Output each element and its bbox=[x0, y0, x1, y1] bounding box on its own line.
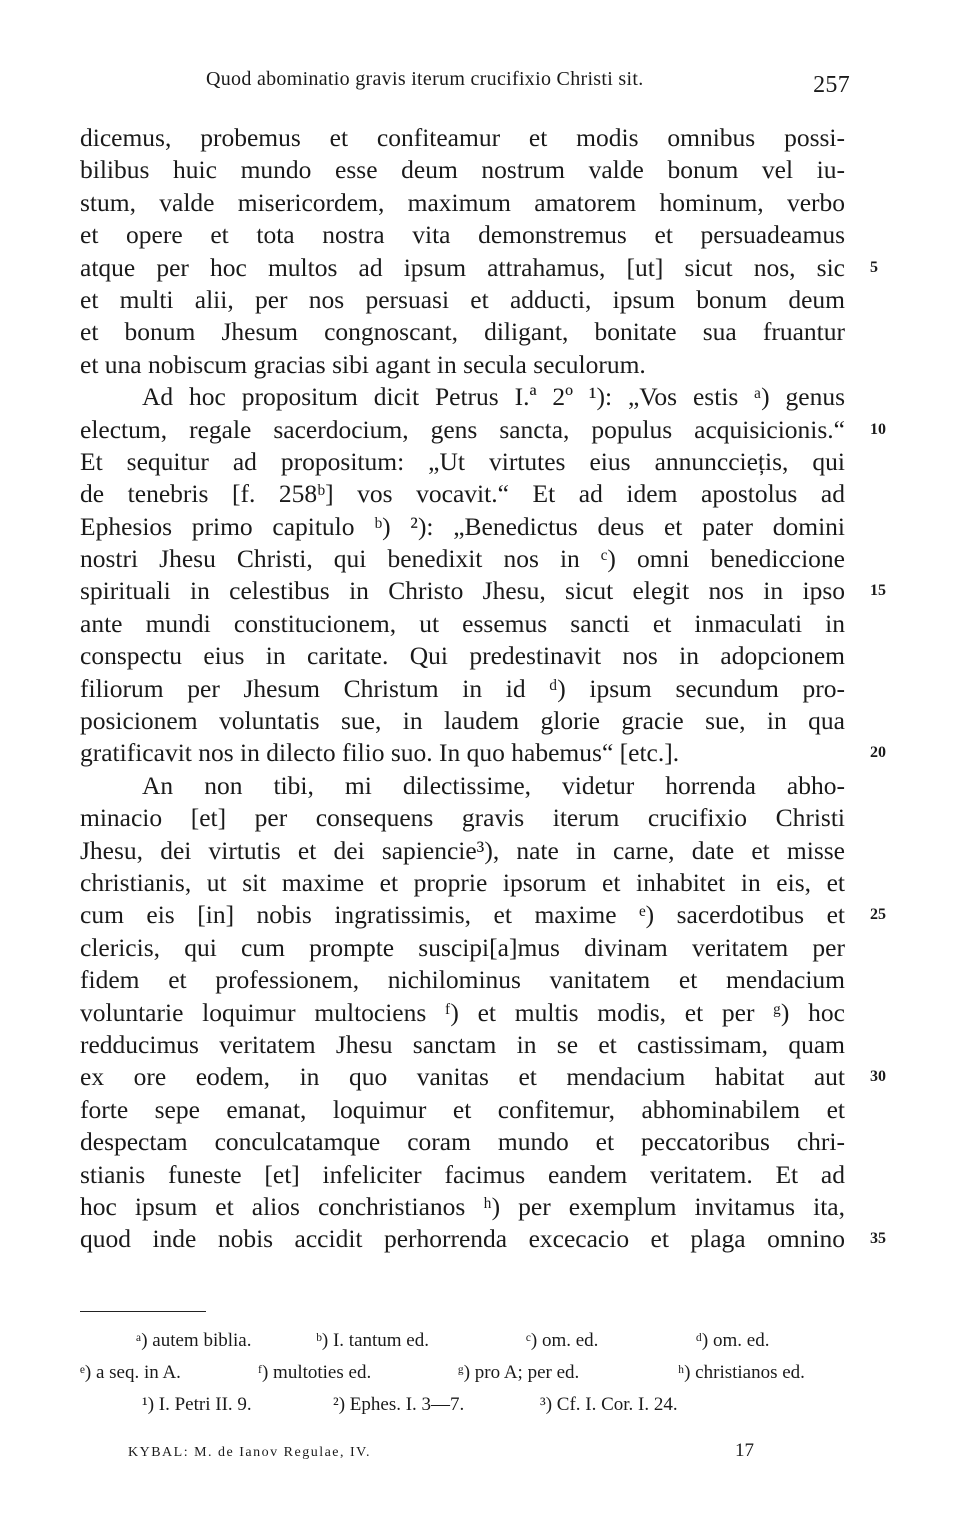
line-text: Ad hoc propositum dicit Petrus I.ª 2º ¹): „Vos estis ᵃ) genus bbox=[142, 382, 845, 412]
signature-number: 17 bbox=[735, 1440, 754, 1461]
footnote: ᶠ) multoties ed. bbox=[258, 1362, 372, 1383]
line-number: 25 bbox=[870, 906, 886, 924]
text-line bbox=[80, 1029, 845, 1061]
line-text: quod inde nobis accidit perhorrenda excecacio et plaga omnino bbox=[80, 1224, 845, 1254]
line-text: bilibus huic mundo esse deum nostrum valde bonum vel iu- bbox=[80, 155, 845, 185]
line-text: hoc ipsum et alios conchristianos ʰ) per exemplum invitamus ita, bbox=[80, 1191, 845, 1221]
footnote: ᵍ) pro A; per ed. bbox=[458, 1362, 580, 1383]
line-text: forte sepe emanat, loquimur et confitemur, abhominabilem et bbox=[80, 1094, 845, 1124]
text-line bbox=[80, 414, 886, 446]
line-text: redducimus veritatem Jhesu sanctam in se et castissimam, quam bbox=[80, 1029, 845, 1059]
line-number: 15 bbox=[870, 582, 886, 600]
text-line bbox=[80, 1159, 845, 1191]
line-text: et una nobiscum gracias sibi agant in secula seculorum. bbox=[80, 349, 646, 379]
text-line bbox=[80, 1061, 886, 1093]
text-line bbox=[80, 770, 845, 802]
line-text: gratificavit nos in dilecto filio suo. In quo habemus“ [etc.]. bbox=[80, 738, 680, 768]
line-number: 10 bbox=[870, 420, 886, 438]
body-text bbox=[80, 122, 886, 1256]
text-line bbox=[80, 575, 886, 607]
line-text: filiorum per Jhesum Christum in id ᵈ) ipsum secundum pro- bbox=[80, 673, 845, 703]
line-text: Ephesios primo capitulo ᵇ) ²): „Benedictus deus et pater domini bbox=[80, 511, 845, 541]
line-text: An non tibi, mi dilectissime, videtur horrenda abho- bbox=[142, 770, 845, 800]
line-text: et multi alii, per nos persuasi et adducti, ipsum bonum deum bbox=[80, 284, 845, 314]
line-text: minacio [et] per consequens gravis iterum crucifixio Christi bbox=[80, 803, 845, 833]
text-line bbox=[80, 1223, 886, 1255]
line-number: 35 bbox=[870, 1230, 886, 1248]
text-line bbox=[80, 1126, 845, 1158]
text-line bbox=[80, 122, 845, 154]
text-line bbox=[80, 608, 845, 640]
text-line bbox=[80, 478, 845, 510]
text-line bbox=[80, 964, 845, 996]
text-line bbox=[80, 1094, 845, 1126]
line-number: 20 bbox=[870, 744, 886, 762]
text-line bbox=[80, 835, 845, 867]
footnote: ʰ) christianos ed. bbox=[678, 1362, 805, 1383]
line-text: conspectu eius in caritate. Qui predestinavit nos in adopcionem bbox=[80, 641, 845, 671]
text-line bbox=[80, 252, 878, 284]
line-text: spirituali in celestibus in Christo Jhesu, sicut elegit nos in ipso bbox=[80, 576, 845, 606]
line-text: voluntarie loquimur multociens ᶠ) et multis modis, et per ᵍ) hoc bbox=[80, 997, 845, 1027]
running-title: Quod abominatio gravis iterum crucifixio Christi sit. bbox=[206, 68, 644, 90]
text-line bbox=[80, 737, 886, 769]
footnote-row bbox=[80, 1357, 860, 1389]
page-number: 257 bbox=[813, 72, 850, 98]
footnote: ᵃ) autem biblia. bbox=[136, 1330, 252, 1351]
line-text: stum, valde misericordem, maximum amatorem hominum, verbo bbox=[80, 187, 845, 217]
line-text: nostri Jhesu Christi, qui benedixit nos in ᶜ) omni benediccione bbox=[80, 544, 845, 574]
line-text: de tenebris [f. 258ᵇ] vos vocavit.“ Et ad idem apostolus ad bbox=[80, 479, 845, 509]
line-text: et opere et tota nostra vita demonstremus et persuadeamus bbox=[80, 220, 845, 250]
text-line bbox=[80, 802, 845, 834]
footnote-rule bbox=[80, 1311, 206, 1312]
line-text: ante mundi constitucionem, ut essemus sancti et inmaculati in bbox=[80, 608, 845, 638]
text-line bbox=[80, 640, 845, 672]
text-line bbox=[80, 932, 845, 964]
text-line bbox=[80, 381, 845, 413]
text-line bbox=[80, 446, 845, 478]
footnote: ᶜ) om. ed. bbox=[526, 1330, 599, 1351]
text-line bbox=[80, 1191, 845, 1223]
text-line bbox=[80, 284, 845, 316]
line-text: despectam conculcatamque coram mundo et peccatoribus chri- bbox=[80, 1127, 845, 1157]
line-text: dicemus, probemus et confiteamur et modis omnibus possi- bbox=[80, 123, 845, 152]
text-line bbox=[80, 705, 845, 737]
footnote: ᵇ) I. tantum ed. bbox=[316, 1330, 429, 1351]
line-text: atque per hoc multos ad ipsum attrahamus, [ut] sicut nos, sic bbox=[80, 252, 845, 282]
line-text: Jhesu, dei virtutis et dei sapiencie³), nate in carne, date et misse bbox=[80, 835, 845, 865]
footnotes bbox=[80, 1325, 860, 1421]
text-line bbox=[80, 316, 845, 348]
line-text: stianis funeste [et] infeliciter facimus eandem veritatem. Et ad bbox=[80, 1159, 845, 1189]
line-text: ex ore eodem, in quo vanitas et mendacium habitat aut bbox=[80, 1062, 845, 1092]
footnote-row bbox=[80, 1389, 860, 1421]
text-line bbox=[80, 219, 845, 251]
line-text: Et sequitur ad propositum: „Ut virtutes eius annuncciețis, qui bbox=[80, 446, 845, 476]
line-text: posicionem voluntatis sue, in laudem glorie gracie sue, in qua bbox=[80, 706, 845, 736]
text-line bbox=[80, 899, 886, 931]
line-number: 5 bbox=[870, 258, 878, 276]
text-line bbox=[80, 187, 845, 219]
line-text: clericis, qui cum prompte suscipi[a]mus divinam veritatem per bbox=[80, 932, 845, 962]
line-number: 30 bbox=[870, 1068, 886, 1086]
line-text: electum, regale sacerdocium, gens sancta, populus acquisicionis.“ bbox=[80, 414, 845, 444]
footnote: ᵉ) a seq. in A. bbox=[80, 1362, 181, 1383]
text-line bbox=[80, 154, 845, 186]
printer-signature: KYBAL: M. de Ianov Regulae, IV. bbox=[128, 1445, 371, 1460]
line-text: christianis, ut sit maxime et proprie ipsorum et inhabitet in eis, et bbox=[80, 867, 845, 897]
footnote: ᵈ) om. ed. bbox=[696, 1330, 770, 1351]
line-text: et bonum Jhesum congnoscant, diligant, bonitate sua fruantur bbox=[80, 317, 845, 347]
text-line bbox=[80, 543, 845, 575]
footnote-row bbox=[80, 1325, 860, 1357]
text-line bbox=[80, 867, 845, 899]
footnote: ¹) I. Petri II. 9. bbox=[142, 1394, 252, 1415]
text-line bbox=[80, 511, 845, 543]
line-text: cum eis [in] nobis ingratissimis, et maxime ᵉ) sacerdotibus et bbox=[80, 900, 845, 930]
text-line bbox=[80, 673, 845, 705]
text-line bbox=[80, 349, 845, 381]
text-line bbox=[80, 997, 845, 1029]
footnote: ²) Ephes. I. 3—7. bbox=[333, 1394, 465, 1415]
line-text: fidem et professionem, nichilominus vanitatem et mendacium bbox=[80, 965, 845, 995]
footnote: ³) Cf. I. Cor. I. 24. bbox=[540, 1394, 678, 1415]
